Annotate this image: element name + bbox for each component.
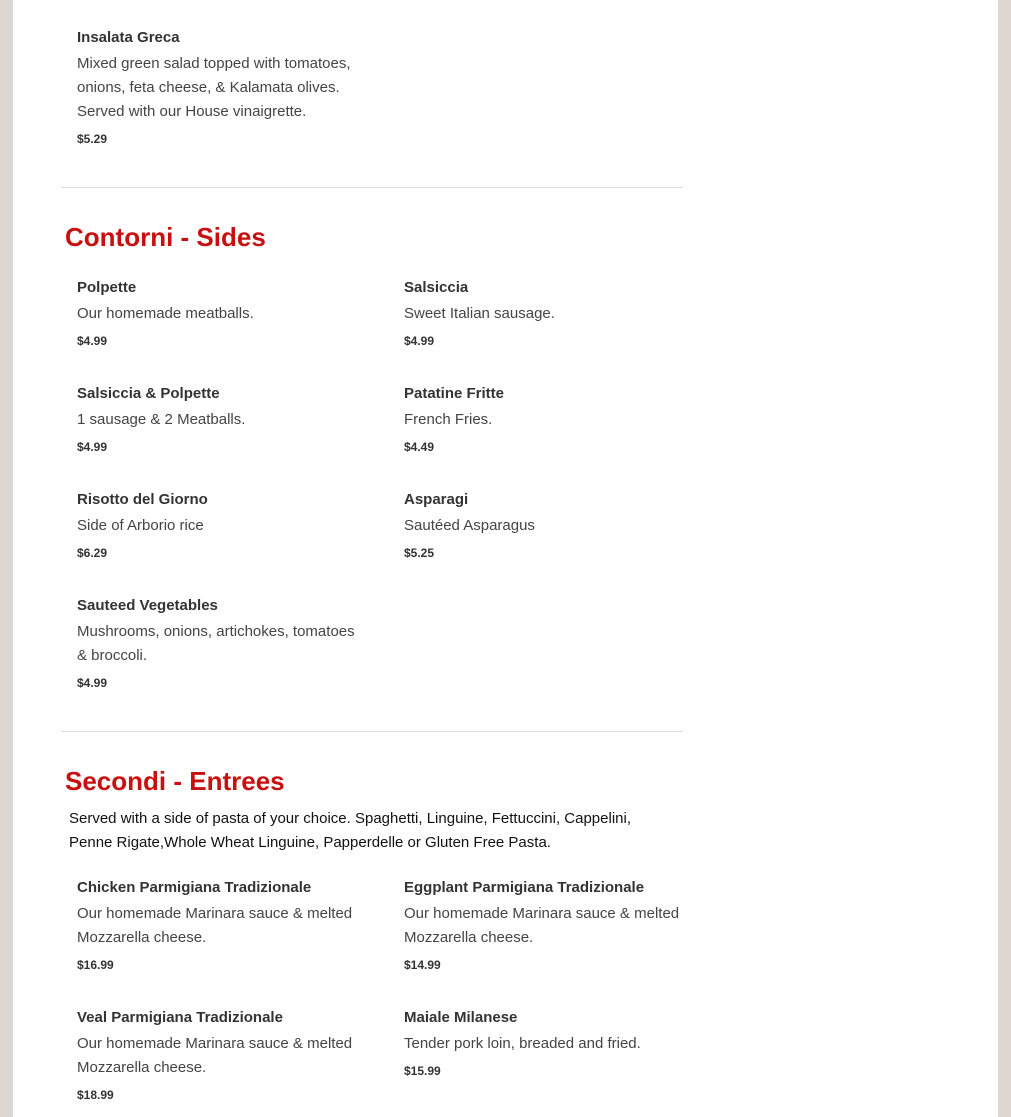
item-description: Side of Arborio rice <box>77 517 204 534</box>
item-description: Our homemade Marinara sauce & melted Mozzarella cheese. <box>77 905 353 946</box>
item-name: Chicken Parmigiana Tradizionale <box>77 879 312 896</box>
item-price: $5.25 <box>404 546 435 560</box>
item-name: Polpette <box>77 279 137 296</box>
item-price: $18.99 <box>77 1088 114 1102</box>
item-price: $4.99 <box>77 334 108 348</box>
item-name: Insalata Greca <box>77 29 180 46</box>
menu-item <box>77 385 362 454</box>
item-name: Salsiccia & Polpette <box>77 385 220 402</box>
item-description: Sweet Italian sausage. <box>404 305 555 322</box>
menu-item <box>404 879 689 972</box>
item-description: Tender pork loin, breaded and fried. <box>404 1035 641 1052</box>
menu-item <box>77 1009 362 1102</box>
item-description: Sautéed Asparagus <box>404 517 535 534</box>
section-divider <box>61 187 683 188</box>
menu-item <box>404 279 689 348</box>
item-price: $4.49 <box>404 440 435 454</box>
item-description: Mushrooms, onions, artichokes, tomatoes & broccoli. <box>77 623 355 664</box>
item-description: French Fries. <box>404 411 493 428</box>
item-price: $14.99 <box>404 958 441 972</box>
item-name: Eggplant Parmigiana Tradizionale <box>404 879 645 896</box>
section-divider <box>61 731 683 732</box>
item-price: $4.99 <box>77 676 108 690</box>
menu-item <box>404 1009 689 1078</box>
item-description: Our homemade meatballs. <box>77 305 254 322</box>
menu-item <box>77 279 362 348</box>
section-title-sides: Contorni - Sides <box>65 222 266 252</box>
item-description: Our homemade Marinara sauce & melted Mozzarella cheese. <box>77 1035 353 1076</box>
item-price: $6.29 <box>77 546 108 560</box>
menu-item <box>77 491 362 560</box>
item-description: 1 sausage & 2 Meatballs. <box>77 411 246 428</box>
item-price: $4.99 <box>77 440 108 454</box>
item-name: Patatine Fritte <box>404 385 505 402</box>
item-name: Maiale Milanese <box>404 1009 518 1026</box>
menu-item <box>404 491 689 560</box>
section-note: Served with a side of pasta of your choice. Spaghetti, Linguine, Fettuccini, Cappelini, Penne Rigate,Whole Wheat Linguine, Papperdelle or Gluten Free Pasta. <box>69 810 631 851</box>
menu-item <box>77 29 362 146</box>
item-price: $5.29 <box>77 132 108 146</box>
item-name: Sauteed Vegetables <box>77 597 218 614</box>
item-name: Veal Parmigiana Tradizionale <box>77 1009 283 1026</box>
item-description: Mixed green salad topped with tomatoes, onions, feta cheese, & Kalamata olives. Served with our House vinaigrette. <box>77 55 351 120</box>
section-title-entrees: Secondi - Entrees <box>65 766 285 796</box>
page-background <box>13 0 998 1117</box>
item-price: $15.99 <box>404 1064 441 1078</box>
menu-item <box>77 597 362 690</box>
item-name: Asparagi <box>404 491 469 508</box>
item-price: $16.99 <box>77 958 114 972</box>
menu-item <box>404 385 689 454</box>
item-price: $4.99 <box>404 334 435 348</box>
menu-item <box>77 879 362 972</box>
item-name: Risotto del Giorno <box>77 491 208 508</box>
item-description: Our homemade Marinara sauce & melted Mozzarella cheese. <box>404 905 680 946</box>
item-name: Salsiccia <box>404 279 469 296</box>
